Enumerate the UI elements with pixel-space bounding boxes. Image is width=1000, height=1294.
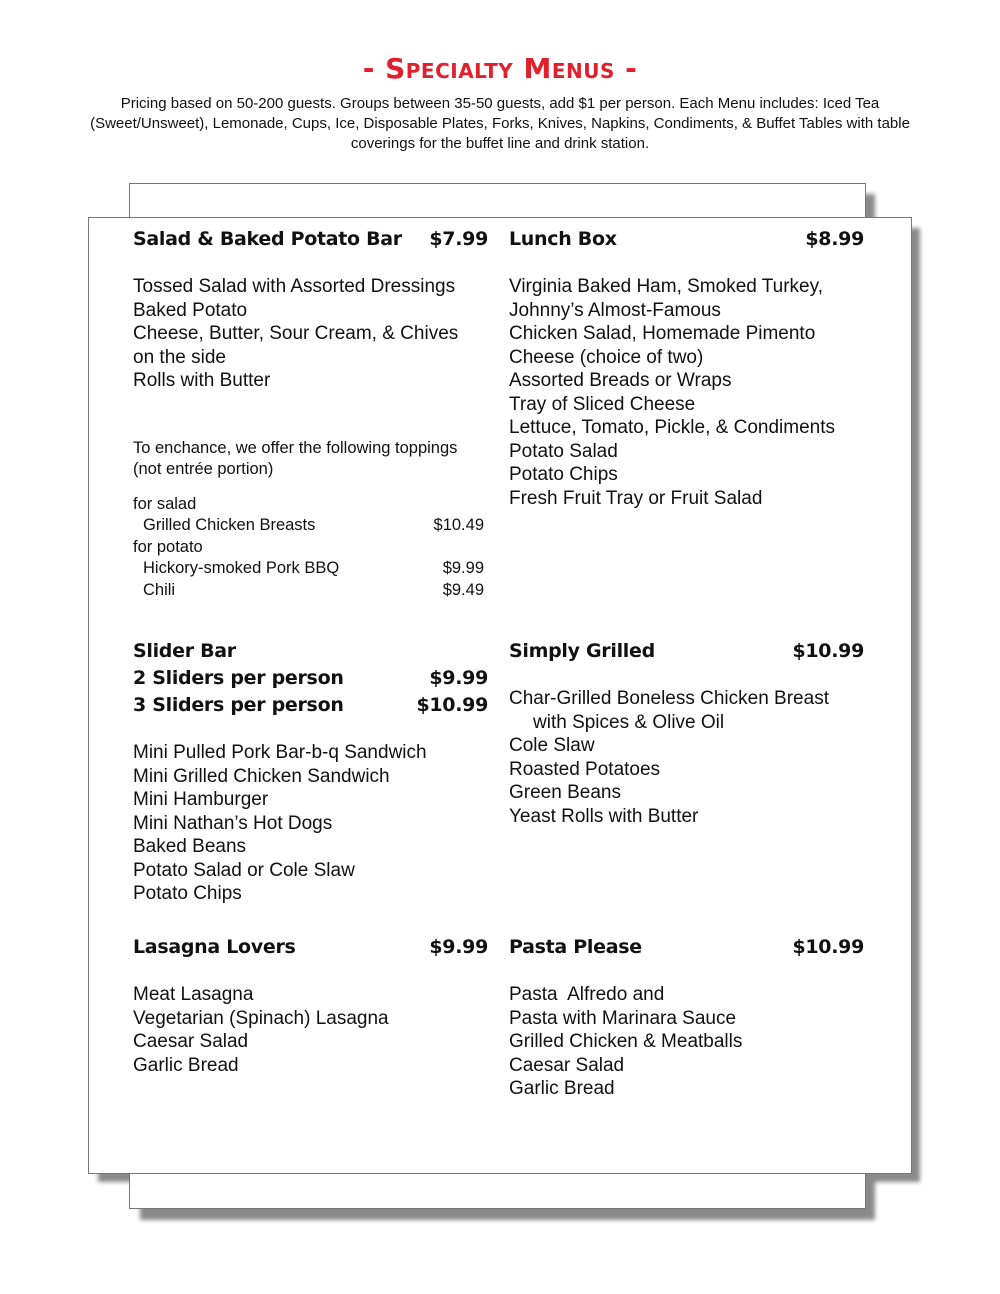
section-price: $8.99	[805, 228, 864, 250]
section-price: $10.99	[792, 936, 864, 958]
section-header	[133, 934, 488, 961]
list-item: Baked Potato	[133, 299, 248, 321]
list-item: Pasta Alfredo and	[509, 984, 665, 1005]
item-list	[133, 983, 488, 1077]
list-item: Green Beans	[509, 782, 621, 803]
list-item: Potato Chips	[509, 464, 618, 485]
section-name: Pasta Please	[509, 936, 642, 958]
list-item: Potato Chips	[133, 883, 242, 904]
menu-salad-potato-bar	[133, 226, 488, 601]
list-item: Garlic Bread	[133, 1054, 239, 1076]
list-item: Assorted Breads or Wraps	[509, 370, 732, 391]
section-header	[509, 638, 864, 665]
section-header	[133, 638, 488, 665]
list-item: Mini Hamburger	[133, 789, 269, 810]
menu-lasagna-lovers	[133, 934, 488, 1077]
list-item: Mini Pulled Pork Bar-b-q Sandwich	[133, 742, 427, 763]
section-name: Lasagna Lovers	[133, 936, 296, 958]
section-name: Salad & Baked Potato Bar	[133, 228, 402, 250]
item-list	[509, 983, 864, 1101]
list-item: Mini Grilled Chicken Sandwich	[133, 765, 390, 787]
item-list	[133, 275, 488, 393]
topping-name: Hickory-smoked Pork BBQ	[143, 559, 340, 577]
slider-option-row	[133, 665, 488, 692]
item-list	[133, 741, 488, 906]
menu-lunch-box	[509, 226, 864, 510]
menu-simply-grilled	[509, 638, 864, 828]
pricing-intro: Pricing based on 50-200 guests. Groups between 35-50 guests, add $1 per person. Each Menu includes: Iced Tea (Sweet/Unsweet), Lemonade, Cups, Ice, Disposable Plates, Forks, Knives, Napkins, Condiments, & Buffet Tables with table coverings for the buffet line and drink station.	[90, 95, 910, 152]
topping-name: Chili	[143, 580, 176, 599]
list-item: Grilled Chicken & Meatballs	[509, 1031, 743, 1052]
section-header	[509, 226, 864, 253]
section-header	[509, 934, 864, 961]
option-price: $10.99	[416, 694, 488, 716]
section-price: $9.99	[429, 936, 488, 958]
list-item: Meat Lasagna	[133, 984, 254, 1005]
section-header	[133, 226, 488, 253]
item-list	[509, 687, 864, 828]
list-item: Tossed Salad with Assorted Dressings	[133, 276, 456, 297]
section-name: Slider Bar	[133, 640, 236, 662]
option-price: $9.99	[429, 667, 488, 689]
topping-row	[133, 515, 488, 537]
list-item: Virginia Baked Ham, Smoked Turkey,	[509, 276, 823, 297]
list-item: Potato Salad	[509, 440, 618, 462]
list-item: Pasta with Marinara Sauce	[509, 1007, 737, 1029]
toppings-note	[133, 438, 488, 602]
item-list	[509, 275, 864, 510]
list-item: Vegetarian (Spinach) Lasagna	[133, 1007, 389, 1029]
list-item: Fresh Fruit Tray or Fruit Salad	[509, 487, 763, 509]
list-item: Char-Grilled Boneless Chicken Breast	[509, 688, 829, 709]
list-item: Tray of Sliced Cheese	[509, 393, 696, 415]
list-item: Mini Nathan’s Hot Dogs	[133, 812, 333, 834]
section-price: $7.99	[429, 228, 488, 250]
toppings-intro-line: To enchance, we offer the following toppings	[133, 438, 458, 457]
list-item: Cheese, Butter, Sour Cream, & Chives	[133, 323, 459, 344]
menu-slider-bar	[133, 638, 488, 906]
section-name: Lunch Box	[509, 228, 617, 250]
list-item: Cheese (choice of two)	[509, 346, 704, 368]
topping-name: Grilled Chicken Breasts	[143, 516, 316, 534]
topping-price: $9.99	[442, 559, 484, 577]
list-item: Baked Beans	[133, 836, 247, 857]
topping-price: $9.49	[442, 580, 484, 599]
list-item: Roasted Potatoes	[509, 758, 661, 780]
for-salad-label: for salad	[133, 494, 197, 513]
list-item: Garlic Bread	[509, 1078, 615, 1099]
option-label: 3 Sliders per person	[133, 694, 344, 716]
section-price: $10.99	[792, 640, 864, 662]
section-name: Simply Grilled	[509, 640, 655, 662]
list-item: Potato Salad or Cole Slaw	[133, 859, 355, 881]
list-item: Yeast Rolls with Butter	[509, 805, 699, 827]
page-title: - Specialty Menus -	[362, 52, 638, 85]
menu-pasta-please	[509, 934, 864, 1101]
list-item: Caesar Salad	[509, 1054, 625, 1076]
topping-price: $10.49	[433, 516, 484, 534]
for-potato-label: for potato	[133, 537, 203, 556]
list-item: Lettuce, Tomato, Pickle, & Condiments	[509, 417, 835, 438]
list-item: on the side	[133, 346, 226, 368]
list-item: Johnny’s Almost-Famous	[509, 299, 721, 321]
option-label: 2 Sliders per person	[133, 667, 344, 689]
list-item: Rolls with Butter	[133, 370, 271, 391]
toppings-intro-line: (not entrée portion)	[133, 460, 274, 478]
list-item: Chicken Salad, Homemade Pimento	[509, 323, 816, 344]
list-item: with Spices & Olive Oil	[533, 711, 725, 733]
list-item: Caesar Salad	[133, 1031, 249, 1052]
topping-row	[133, 558, 488, 580]
topping-row	[133, 580, 488, 602]
slider-option-row	[133, 692, 488, 719]
list-item: Cole Slaw	[509, 735, 595, 756]
